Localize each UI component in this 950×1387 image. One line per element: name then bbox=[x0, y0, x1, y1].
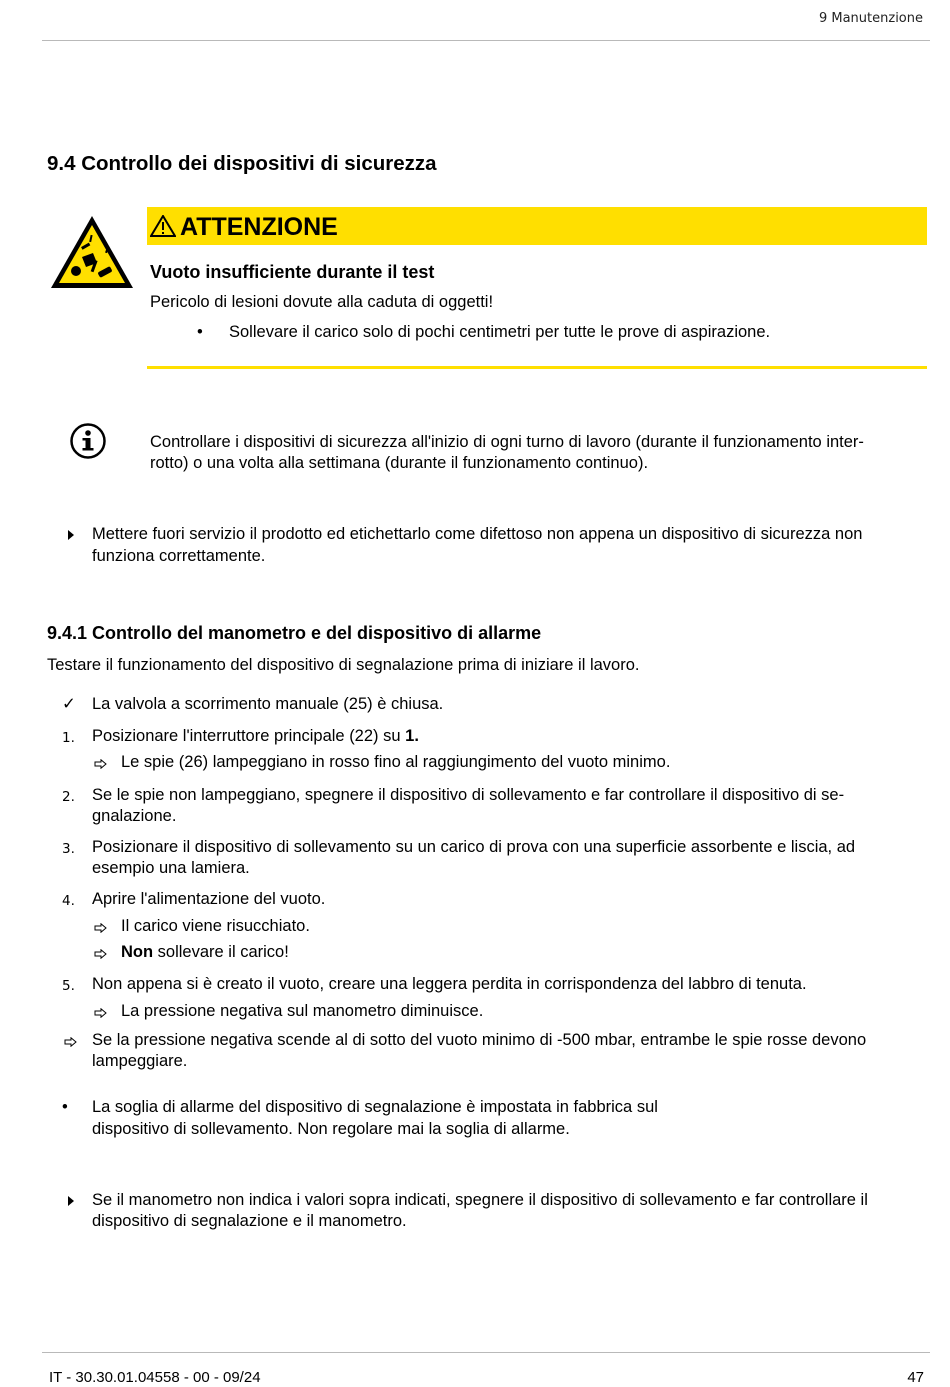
step-number: 3. bbox=[62, 841, 75, 857]
precondition: La valvola a scorrimento manuale (25) è chiusa. bbox=[92, 695, 444, 713]
step-number: 5. bbox=[62, 978, 75, 994]
action-2-line-2: dispositivo di segnalazione e il manometro. bbox=[92, 1212, 407, 1230]
result-arrow-icon bbox=[94, 756, 107, 774]
step-2-line-2: gnalazione. bbox=[92, 807, 177, 825]
warning-bullet: Sollevare il carico solo di pochi centimetri per tutte le prove di aspirazione. bbox=[229, 323, 771, 341]
running-header: 9 Manutenzione bbox=[818, 11, 923, 26]
result-arrow-icon bbox=[64, 1034, 77, 1052]
final-result-line-1: Se la pressione negativa scende al di sotto del vuoto minimo di -500 mbar, entrambe le spie rosse devono bbox=[92, 1031, 867, 1049]
action-1-line-2: funziona correttamente. bbox=[92, 547, 266, 565]
step-4-text: Aprire l'alimentazione del vuoto. bbox=[92, 890, 326, 908]
info-icon bbox=[69, 422, 107, 465]
step-2-line-1: Se le spie non lampeggiano, spegnere il dispositivo di sollevamento e far controllare il dispositivo di se- bbox=[92, 786, 845, 804]
step-number: 2. bbox=[62, 789, 75, 805]
header-rule bbox=[42, 40, 930, 41]
action-arrow-icon bbox=[67, 1194, 75, 1212]
warning-heading: Vuoto insufficiente durante il test bbox=[150, 262, 435, 282]
footer-rule bbox=[42, 1352, 930, 1353]
section-title: 9.4 Controllo dei dispositivi di sicurezza bbox=[47, 152, 437, 175]
result-arrow-icon bbox=[94, 920, 107, 938]
step-1-text-bold: 1. bbox=[405, 727, 419, 745]
page-number: 47 bbox=[907, 1369, 924, 1386]
subsection-title: 9.4.1 Controllo del manometro e del dispositivo di allarme bbox=[47, 623, 542, 643]
bullet-dot: • bbox=[62, 1098, 68, 1116]
footer-doc-id: IT - 30.30.01.04558 - 00 - 09/24 bbox=[49, 1369, 261, 1386]
step-1-text-regular: Posizionare l'interruttore principale (22) su bbox=[92, 727, 406, 745]
action-2-line-1: Se il manometro non indica i valori sopra indicati, spegnere il dispositivo di sollevamento e far controllare il bbox=[92, 1191, 868, 1209]
step-3-line-2: esempio una lamiera. bbox=[92, 859, 250, 877]
step-1-result: Le spie (26) lampeggiano in rosso fino al raggiungimento del vuoto minimo. bbox=[121, 753, 671, 771]
step-number: 1. bbox=[62, 730, 75, 746]
note-line-1: La soglia di allarme del dispositivo di segnalazione è impostata in fabbrica sul bbox=[92, 1098, 658, 1116]
step-4-result-2-bold: Non bbox=[121, 943, 154, 961]
warning-bottom-rule bbox=[147, 366, 927, 369]
step-1-text bbox=[92, 726, 419, 748]
result-arrow-icon bbox=[94, 946, 107, 964]
bullet-dot: • bbox=[197, 323, 203, 341]
subsection-intro: Testare il funzionamento del dispositivo di segnalazione prima di iniziare il lavoro. bbox=[47, 656, 640, 674]
step-4-result-2 bbox=[121, 942, 289, 964]
info-line-2: rotto) o una volta alla settimana (durante il funzionamento continuo). bbox=[150, 454, 649, 472]
step-4-result-2-rest: sollevare il carico! bbox=[153, 943, 289, 961]
warning-label: ATTENZIONE bbox=[180, 213, 338, 241]
warning-banner bbox=[147, 207, 927, 245]
step-5-result: La pressione negativa sul manometro diminuisce. bbox=[121, 1002, 484, 1020]
warning-text: Pericolo di lesioni dovute alla caduta di oggetti! bbox=[150, 293, 494, 311]
note-line-2: dispositivo di sollevamento. Non regolare mai la soglia di allarme. bbox=[92, 1120, 570, 1138]
step-5-text: Non appena si è creato il vuoto, creare una leggera perdita in corrispondenza del labbro di tenuta. bbox=[92, 975, 807, 993]
warning-triangle-icon bbox=[150, 215, 176, 242]
info-line-1: Controllare i dispositivi di sicurezza all'inizio di ogni turno di lavoro (durante il funzionamento inter- bbox=[150, 433, 864, 451]
result-arrow-icon bbox=[94, 1005, 107, 1023]
step-number: 4. bbox=[62, 893, 75, 909]
falling-objects-warning-icon bbox=[48, 213, 136, 296]
final-result-line-2: lampeggiare. bbox=[92, 1052, 188, 1070]
checkmark-icon: ✓ bbox=[62, 695, 76, 713]
step-3-line-1: Posizionare il dispositivo di sollevamento su un carico di prova con una superficie assorbente e liscia, ad bbox=[92, 838, 856, 856]
step-4-result-1: Il carico viene risucchiato. bbox=[121, 917, 310, 935]
action-1-line-1: Mettere fuori servizio il prodotto ed etichettarlo come difettoso non appena un dispositivo di sicurezza non bbox=[92, 525, 863, 543]
action-arrow-icon bbox=[67, 528, 75, 546]
